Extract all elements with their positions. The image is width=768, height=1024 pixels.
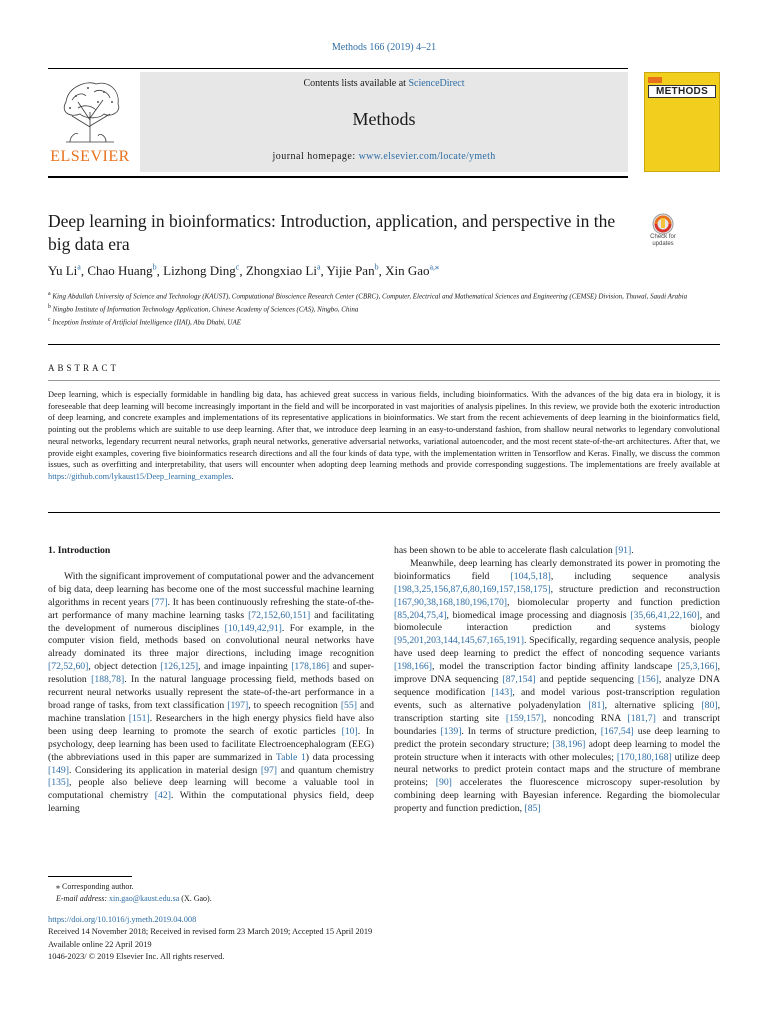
masthead-top-rule [48, 68, 628, 69]
body-text: . It has been continuously refreshing the state-of-the-art performance of many machine learning tasks [48, 596, 374, 621]
author[interactable]: Chao Huang$^b$ [87, 263, 157, 279]
author[interactable]: Yu Li$^a$ [48, 263, 81, 279]
abstract-heading: ABSTRACT [48, 363, 120, 373]
body-text: . Researchers in the high energy physics field have also been using deep learning to promote the search of exotic particles [48, 712, 374, 737]
citation-link[interactable]: [25,3,166] [677, 661, 718, 673]
citation-link[interactable]: [90] [435, 777, 452, 789]
citation-link[interactable]: [77] [151, 596, 168, 608]
body-text: . In psychology, deep learning has been used to facilitate Electroencephalogram (EEG) (the abbreviations used in this paper are summarized in [48, 725, 374, 763]
citation-link[interactable]: [104,5,18] [510, 570, 551, 582]
body-text: ) data processing [305, 751, 374, 763]
body-text: adopt deep learning to model the protein structure when it interacts with other molecules; [394, 738, 721, 763]
citation-link[interactable]: [87,154] [502, 674, 536, 686]
journal-homepage-line [140, 151, 628, 162]
citation-link[interactable]: [188,78] [91, 674, 125, 686]
citation-link[interactable]: [85,204,75,4] [394, 609, 447, 621]
body-text: and peptide sequencing [535, 674, 638, 686]
citation-link[interactable]: [178,186] [291, 661, 330, 673]
body-text: , object detection [88, 661, 161, 673]
citation-link[interactable]: [91] [615, 545, 632, 556]
citation-link[interactable]: [139] [440, 725, 462, 737]
masthead-bottom-rule [48, 176, 628, 178]
body-text: , and model various post-transcription regulation events, such as alternative polyadenylation [394, 686, 720, 711]
publication-info [48, 914, 548, 964]
doi-link[interactable]: https://doi.org/10.1016/j.ymeth.2019.04.008 [48, 915, 197, 924]
citation-link[interactable]: [10,149,42,91] [224, 622, 282, 634]
journal-homepage-link[interactable]: www.elsevier.com/locate/ymeth [358, 151, 496, 162]
citation-link[interactable]: [97] [260, 764, 278, 776]
body-column-right [394, 545, 720, 816]
abstract-heading-rule [48, 380, 720, 381]
citation-link[interactable]: [81] [588, 699, 605, 711]
article-title: Deep learning in bioinformatics: Introduction, application, and perspective in the big data era [48, 211, 616, 254]
citation-link[interactable]: [167,90,38,168,180,196,170] [394, 596, 508, 608]
received-dates: Received 14 November 2018; Received in revised form 23 March 2019; Accepted 15 April 2019 [48, 927, 373, 937]
citation-link[interactable]: [10] [341, 725, 358, 737]
citation-link[interactable]: [95,201,203,144,145,67,165,191] [394, 635, 524, 647]
citation-link[interactable]: [167,54] [600, 725, 634, 737]
body-text: and transcript boundaries [394, 712, 720, 737]
body-text: and super-resolution [48, 661, 374, 686]
body-text: . Considering its application in material design [68, 764, 261, 776]
paragraph [394, 558, 720, 816]
author[interactable]: Xin Gao$^{a,⁎}$ [385, 263, 440, 279]
citation-link[interactable]: [156] [637, 674, 659, 686]
body-text: and machine translation [48, 699, 375, 724]
footnote-rule [48, 876, 132, 877]
body-text: , analyze DNA sequence modification [394, 674, 720, 698]
sciencedirect-link[interactable]: ScienceDirect [408, 78, 465, 89]
github-link[interactable]: https://github.com/lykaust15/Deep_learning_examples [48, 471, 232, 481]
abstract-body: Deep learning, which is especially formidable in handling big data, has achieved great success in various fields, including bioinformatics. With the advances of the big data era in biology, it is foreseeable that deep learning will become increasingly important in the field and will be incorporated in vast majorities of analysis pipelines. In this review, we provide both the exoteric introduction of deep learning, and concrete examples and implementations of its representative applications in bioinformatics. We start from the recent achievements of deep learning in the bioinformatics field, pointing out the problems which are suitable to use deep learning. After that, we introduce deep learning in an easy-to-understand fashion, from shallow neural networks to legendary convolutional neural networks, legendary recurrent neural networks, graph neural networks, generative adversarial networks, variational autoencoder, and the most recent state-of-the-art architectures. After that, we provide eight examples, covering five bioinformatics research directions and all the four kinds of data type, with the implementation written in Tensorflow and Keras. Finally, we discuss the common issues, such as overfitting and interpretability, that users will encounter when adopting deep learning methods and provide corresponding suggestions. The implementations are freely available at https://github.com/lykaust15/Deep_learning_examples. [48, 390, 720, 481]
publisher-wordmark: ELSEVIER [50, 148, 130, 165]
citation-link[interactable]: [35,66,41,22,160] [630, 609, 700, 621]
body-text: . [631, 545, 634, 556]
body-text: , noncoding RNA [543, 712, 628, 724]
corresponding-author-note: ⁎ Corresponding author. [56, 882, 134, 891]
citation-link[interactable]: [135] [48, 777, 69, 789]
cover-logo-strip [648, 77, 662, 83]
body-text: . In the natural language processing field, methods based on recurrent neural networks usually represent the state-of-the-art performance in a broad range of tasks, from text classification [48, 674, 374, 711]
citation-link[interactable]: [198,3,25,156,87,6,80,169,157,158,175] [394, 583, 551, 595]
paragraph [48, 571, 374, 816]
body-text: , to speech recognition [248, 699, 341, 711]
body-text: , alternative splicing [604, 699, 702, 711]
abstract-top-rule [48, 344, 720, 345]
copyright: 1046-2023/ © 2019 Elsevier Inc. All rights reserved. [48, 952, 225, 962]
body-text: , improve DNA sequencing [394, 661, 720, 686]
citation-link[interactable]: [85] [524, 803, 541, 815]
citation-link[interactable]: [143] [491, 686, 513, 698]
citation-link[interactable]: [42] [154, 790, 171, 802]
citation-link[interactable]: [151] [128, 712, 150, 724]
citation-link[interactable]: [159,157] [505, 712, 544, 724]
citation-link[interactable]: Table 1 [275, 751, 306, 763]
body-text: and facilitating the development of numerous disciplines [48, 609, 374, 634]
check-for-updates-label[interactable]: Check for updates [650, 234, 676, 247]
affiliation: $^c$ Inception Institute of Artificial Intelligence (IIAI), Abu Dhabi, UAE [48, 316, 242, 326]
citation-link[interactable]: [149] [48, 764, 69, 776]
citation-link[interactable]: [170,180,168] [616, 751, 672, 763]
email-link[interactable]: xin.gao@kaust.edu.sa [109, 894, 180, 903]
email-note: E-mail address: xin.gao@kaust.edu.sa (X. Gao). [56, 894, 212, 903]
body-text: and quantum chemistry [277, 764, 374, 776]
body-text: , and image inpainting [198, 661, 292, 673]
section-heading: 1. Introduction [48, 545, 111, 556]
citation-link[interactable]: [38,196] [552, 738, 586, 750]
paragraph [394, 545, 720, 558]
body-text: , including sequence analysis [550, 570, 720, 582]
body-text: , transcription starting site [394, 699, 720, 724]
body-text: , biomolecular property and function prediction [507, 596, 720, 608]
body-text: . For example, in the computer vision field, methods based on convolutional neural networks have already dominated its three major directions, including image recognition [48, 622, 374, 660]
body-column-left [48, 545, 374, 816]
affiliation: $^b$ Ningbo Institute of Information Technology Application, Chinese Academy of Sciences (CAS), Ningbo, China [48, 303, 359, 314]
contents-prefix: Contents lists available at [303, 78, 409, 89]
citation-link[interactable]: [181,7] [627, 712, 656, 724]
body-text: utilize deep neural networks to predict protein contact maps and the structure of membrane proteins; [394, 751, 720, 789]
affiliation: $^a$ King Abdullah University of Science and Technology (KAUST), Computational Bioscience Research Center (CBRC), Computer, Electrical and Mathematical Sciences and Engineering (CEMSE) Division, Thuwal, Saudi Arabia [48, 291, 688, 301]
body-text: use deep learning to predict the protein secondary structure; [394, 725, 720, 750]
body-text: , biomedical image processing and diagnosis [446, 609, 631, 621]
citation-link[interactable]: [197] [227, 699, 249, 711]
homepage-label: journal homepage: [272, 151, 359, 162]
citation-link[interactable]: [72,52,60] [48, 661, 89, 673]
body-text: , model the transcription factor binding affinity landscape [431, 661, 678, 673]
body-text: , and biomolecule interaction prediction and systems biology [394, 609, 720, 634]
contents-line [140, 78, 628, 89]
journal-name: Methods [352, 109, 416, 129]
body-text: . Within the computational physics field, deep learning [48, 790, 374, 815]
citation-link[interactable]: [80] [701, 699, 718, 711]
body-text: . Specifically, regarding sequence analysis, people have used deep learning to predict the effect of noncoding sequence variants [394, 635, 720, 660]
author[interactable]: Zhongxiao Li$^a$ [245, 263, 321, 279]
body-text: With the significant improvement of computational power and the advancement of big data, deep learning has become one of the most successful machine learning algorithms in recent years [48, 570, 374, 608]
running-head[interactable]: Methods 166 (2019) 4–21 [331, 42, 437, 53]
author[interactable]: Yijie Pan$^b$ [326, 263, 379, 279]
citation-link[interactable]: [72,152,60,151] [248, 609, 311, 621]
body-text: . In terms of structure prediction, [461, 725, 601, 737]
body-text: has been shown to be able to accelerate flash calculation [394, 545, 616, 556]
citation-link[interactable]: [126,125] [160, 661, 199, 673]
affiliations [48, 289, 728, 327]
body-text: Meanwhile, deep learning has clearly demonstrated its power in promoting the bioinformatics field [394, 557, 720, 582]
available-online: Available online 22 April 2019 [48, 939, 152, 949]
abstract-bottom-rule [48, 512, 720, 513]
citation-link[interactable]: [55] [340, 699, 357, 711]
citation-link[interactable]: [198,166] [394, 661, 432, 673]
author-list: Yu Li$^a$, Chao Huang$^b$, Lizhong Ding$^c$, Zhongxiao Li$^a$, Yijie Pan$^b$, Xin Gao$^{a,⁎}$ [48, 263, 440, 279]
body-text: accelerates the fluorescence microscopy super-resolution by combining deep learning with Bayesian inference. Regarding the biomolecular property and function prediction, [394, 777, 720, 815]
footnotes [48, 881, 448, 905]
body-text: , structure prediction and reconstruction [550, 583, 720, 595]
body-text: , people also believe deep learning will become a valuable tool in computational chemistry [48, 777, 374, 802]
cover-title: METHODS [648, 85, 716, 98]
author[interactable]: Lizhong Ding$^c$ [163, 263, 240, 279]
